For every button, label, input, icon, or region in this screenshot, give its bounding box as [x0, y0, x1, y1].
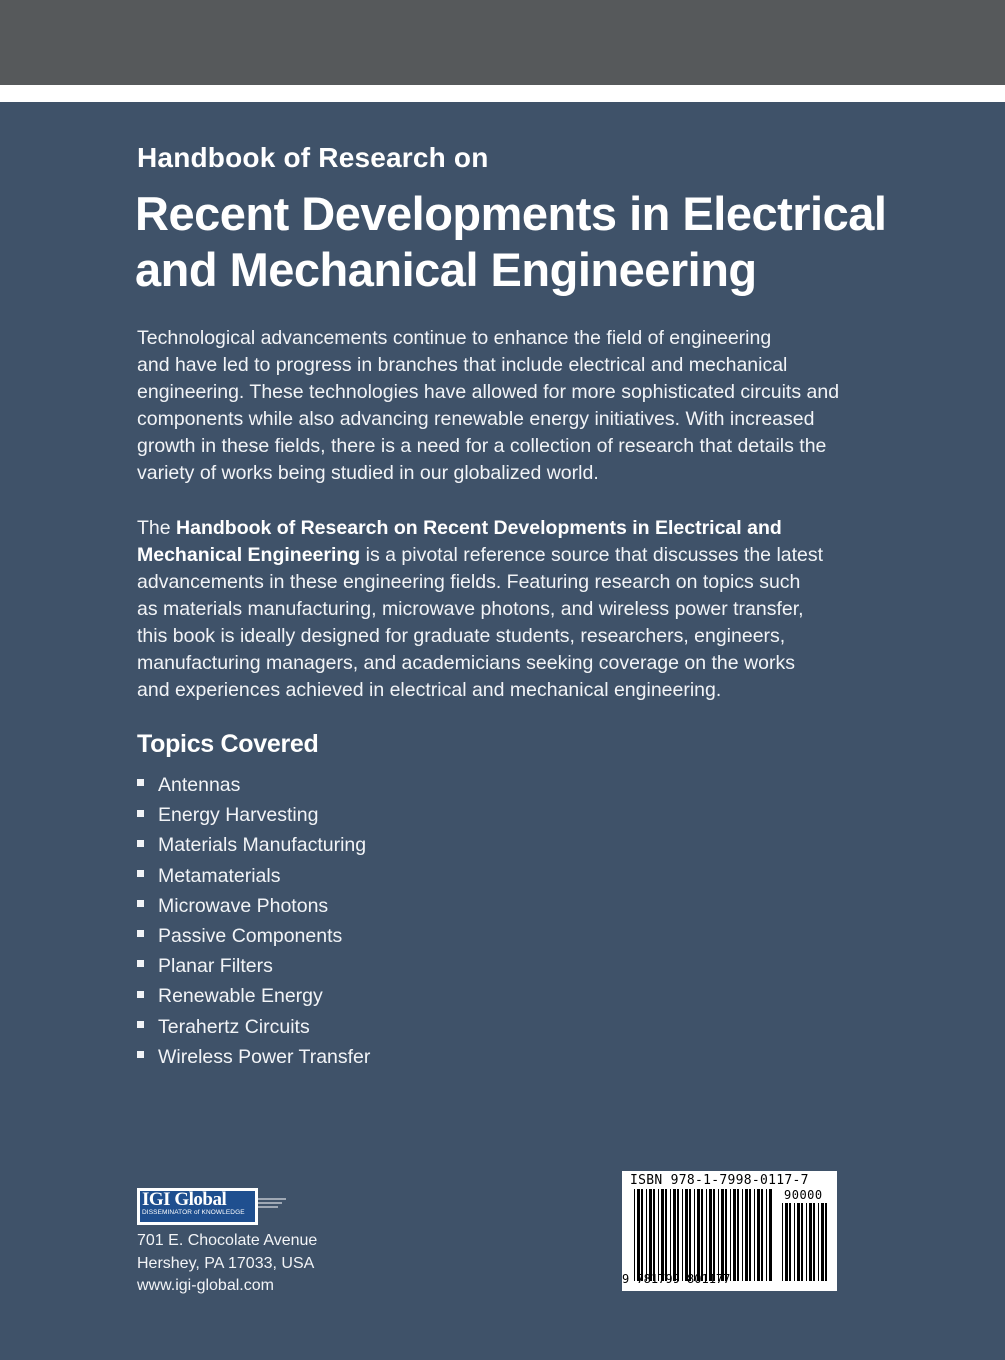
barcode-bar — [825, 1203, 827, 1281]
topic-item — [137, 921, 370, 951]
barcode-bar — [794, 1203, 795, 1281]
barcode-bar — [806, 1203, 807, 1281]
barcode-bar — [649, 1189, 652, 1281]
square-bullet-icon — [137, 779, 144, 786]
barcode-bar — [670, 1189, 671, 1281]
paragraph-line: growth in these fields, there is a need for a collection of research that details the — [137, 435, 827, 457]
square-bullet-icon — [137, 1021, 144, 1028]
isbn-barcode — [622, 1171, 837, 1291]
barcode-bar — [646, 1189, 647, 1281]
barcode-bar — [813, 1203, 815, 1281]
barcode-bar — [661, 1189, 664, 1281]
paragraph-line: Technological advancements continue to enhance the field of engineering — [137, 327, 772, 349]
barcode-bar — [706, 1189, 707, 1281]
paragraph-line — [137, 542, 897, 569]
topic-label: Planar Filters — [158, 955, 273, 978]
address-line: 701 E. Chocolate Avenue — [137, 1232, 318, 1249]
barcode-bar — [797, 1203, 800, 1281]
barcode-bar — [697, 1189, 700, 1281]
logo-tagline: DISSEMINATOR of KNOWLEDGE — [142, 1209, 245, 1216]
topic-item — [137, 891, 370, 921]
topic-label: Metamaterials — [158, 864, 281, 887]
barcode-digits: 9 781799 801177 — [622, 1272, 731, 1286]
barcode-bar — [658, 1189, 659, 1281]
publisher-website: www.igi-global.com — [137, 1277, 274, 1294]
barcode-bar — [637, 1189, 640, 1281]
barcode-bar — [634, 1189, 635, 1281]
logo-swoosh-icon — [258, 1195, 288, 1215]
barcode-bar — [677, 1189, 679, 1281]
square-bullet-icon — [137, 900, 144, 907]
topic-item — [137, 951, 370, 981]
square-bullet-icon — [137, 870, 144, 877]
barcode-bar — [653, 1189, 655, 1281]
barcode-bar — [641, 1189, 643, 1281]
barcode-bar — [718, 1189, 719, 1281]
price-code: 90000 — [784, 1188, 823, 1202]
barcode-bar — [682, 1189, 683, 1281]
paragraph-line: manufacturing managers, and academicians seeking coverage on the works — [137, 652, 795, 674]
book-title-line: Recent Developments in Electrical — [135, 187, 887, 240]
barcode-bar — [821, 1203, 824, 1281]
barcode-bar — [665, 1189, 667, 1281]
topic-item — [137, 861, 370, 891]
barcode-bar — [709, 1189, 712, 1281]
book-title-bold: Handbook of Research on Recent Developments in Electrical and — [176, 517, 782, 539]
paragraph-line: variety of works being studied in our globalized world. — [137, 462, 599, 484]
barcode-bar — [701, 1189, 703, 1281]
paragraph-line: and experiences achieved in electrical and mechanical engineering. — [137, 679, 722, 701]
paragraph-line: advancements in these engineering fields. Featuring research on topics such — [137, 571, 801, 593]
barcode-bar — [789, 1203, 791, 1281]
topic-item — [137, 981, 370, 1011]
isbn-label: ISBN 978-1-7998-0117-7 — [630, 1173, 809, 1188]
paragraph-line: this book is ideally designed for graduate students, researchers, engineers, — [137, 625, 786, 647]
topic-label: Renewable Energy — [158, 985, 323, 1008]
topic-label: Materials Manufacturing — [158, 834, 367, 857]
barcode-bar — [730, 1189, 731, 1281]
barcode-bar — [769, 1189, 772, 1281]
square-bullet-icon — [137, 960, 144, 967]
paragraph-line: as materials manufacturing, microwave photons, and wireless power transfer, — [137, 598, 804, 620]
barcode-bar — [782, 1203, 783, 1281]
square-bullet-icon — [137, 840, 144, 847]
paragraph-line: engineering. These technologies have allowed for more sophisticated circuits and — [137, 381, 840, 403]
white-divider-strip — [0, 85, 1005, 102]
barcode-bar — [766, 1189, 767, 1281]
book-title — [135, 186, 955, 298]
barcode-bar — [761, 1189, 763, 1281]
barcode-bar — [689, 1189, 691, 1281]
square-bullet-icon — [137, 1051, 144, 1058]
paragraph-line: and have led to progress in branches that include electrical and mechanical — [137, 354, 788, 376]
address-line: Hershey, PA 17033, USA — [137, 1254, 315, 1272]
series-title: Handbook of Research on — [137, 142, 489, 173]
topic-item — [137, 800, 370, 830]
igi-global-logo — [137, 1188, 258, 1225]
paragraph-text: is a pivotal reference source that discusses the latest — [360, 544, 824, 566]
barcode-bar — [737, 1189, 739, 1281]
book-title-line: and Mechanical Engineering — [135, 243, 757, 296]
barcode-bar — [725, 1189, 727, 1281]
topic-label: Microwave Photons — [158, 894, 329, 917]
barcode-bar — [733, 1189, 736, 1281]
topic-label: Passive Components — [158, 924, 343, 947]
top-gray-band — [0, 0, 1005, 85]
topic-item — [137, 1012, 370, 1042]
description-paragraph-1 — [137, 325, 897, 487]
topic-label: Energy Harvesting — [158, 804, 319, 827]
publisher-address — [137, 1230, 317, 1298]
topic-item — [137, 1042, 370, 1072]
barcode-bar — [742, 1189, 743, 1281]
barcode-bar — [757, 1189, 760, 1281]
paragraph-line — [137, 515, 897, 542]
barcode-bar — [721, 1189, 724, 1281]
barcode-bar — [685, 1189, 688, 1281]
paragraph-intro: The — [137, 517, 177, 539]
barcode-bar — [809, 1203, 812, 1281]
book-title-bold: Mechanical Engineering — [137, 544, 361, 566]
barcode-bar — [713, 1189, 715, 1281]
barcode-bar — [694, 1189, 695, 1281]
topic-label: Terahertz Circuits — [158, 1015, 310, 1038]
barcode-bar — [745, 1189, 748, 1281]
topic-item — [137, 770, 370, 800]
barcode-bar — [818, 1203, 819, 1281]
description-paragraph-2 — [137, 515, 897, 704]
barcode-bar — [749, 1189, 751, 1281]
barcode-bar — [785, 1203, 788, 1281]
square-bullet-icon — [137, 810, 144, 817]
logo-name: IGI Global — [142, 1189, 227, 1210]
topic-item — [137, 830, 370, 860]
square-bullet-icon — [137, 930, 144, 937]
topics-list — [137, 770, 370, 1072]
barcode-bar — [801, 1203, 803, 1281]
topic-label: Antennas — [158, 774, 241, 796]
topic-label: Wireless Power Transfer — [158, 1045, 371, 1068]
square-bullet-icon — [137, 991, 144, 998]
barcode-bar — [673, 1189, 676, 1281]
topics-heading: Topics Covered — [137, 730, 319, 758]
barcode-bar — [754, 1189, 755, 1281]
paragraph-line: components while also advancing renewable energy initiatives. With increased — [137, 408, 815, 430]
